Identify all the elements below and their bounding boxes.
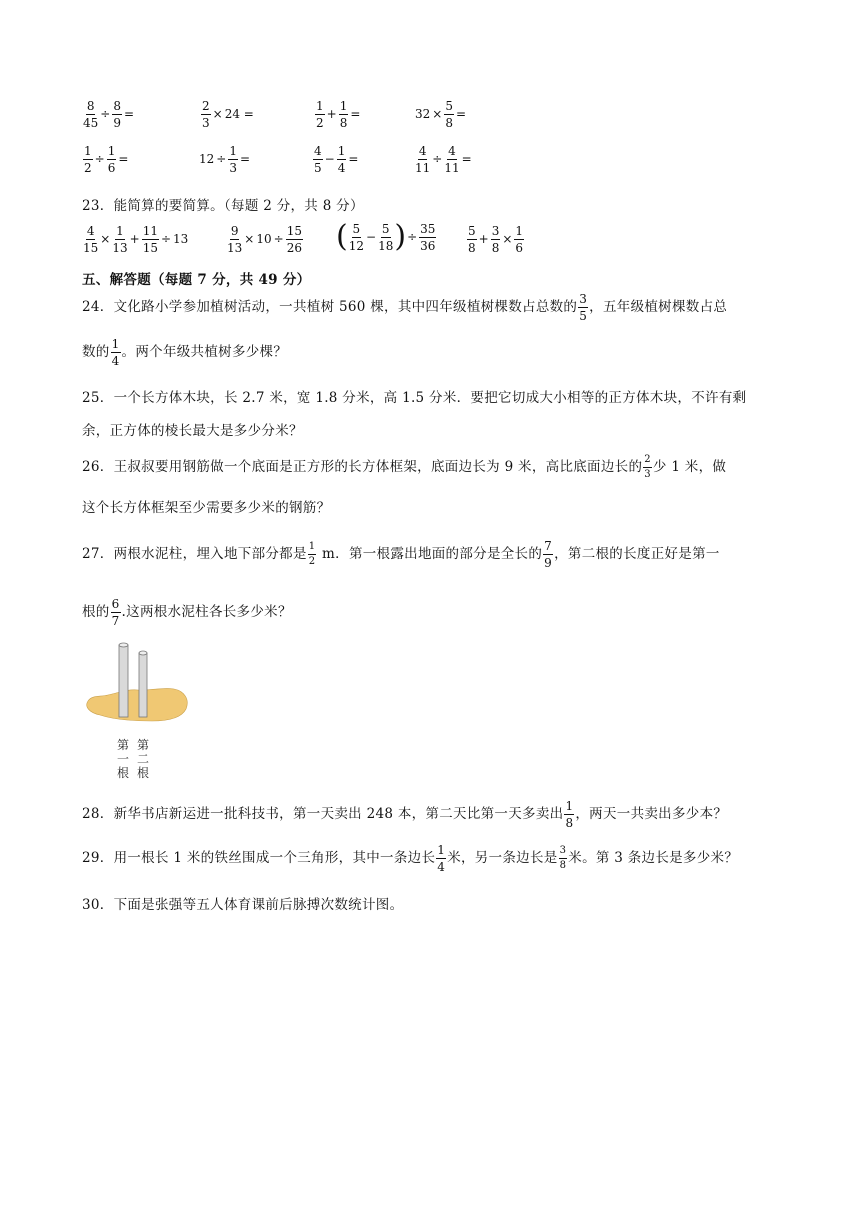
- pillar-1: [119, 643, 128, 717]
- simp-expr-2: $\frac{9}{13}$ × 10 ÷ $\frac{15}{26}$: [227, 224, 302, 255]
- question-26-line1: 26．王叔叔要用钢筋做一个底面是正方形的长方体框架，底面边长为 9 米，高比底面边长的 $\frac{2}{3}$ 少 1 米，做: [82, 454, 727, 480]
- fraction: $\frac{5}{8}$: [445, 99, 453, 130]
- question-29: 29．用一根长 1 米的铁丝围成一个三角形，其中一条边长 $\frac{1}{4}$ 米，另一条边长是 $\frac{3}{8}$ 米。第 3 条边长是多少米？: [82, 843, 739, 874]
- fraction: $\frac{1}{8}$: [339, 99, 348, 130]
- section-heading: 五、解答题（每题 7 分，共 49 分）: [82, 272, 311, 288]
- question-27-line1: 27．两根水泥柱，埋入地下部分都是 $\frac{1}{2}$ m．第一根露出地面的部分是全长的 $\frac{7}{9}$ ，第二根的长度正好是第一: [82, 539, 720, 570]
- question-26-line2: 这个长方体框架至少需要多少米的钢筋？: [82, 500, 331, 516]
- calc-r1-c1: $\frac{8}{45}$ ÷ $\frac{8}{9}$ =: [83, 99, 135, 130]
- fraction: $\frac{1}{6}$: [107, 144, 116, 175]
- calc-r1-c2: $\frac{2}{3}$ × 24 =: [202, 99, 254, 130]
- fraction: $\frac{1}{2}$: [84, 144, 92, 175]
- fraction: $\frac{1}{4}$: [337, 144, 346, 175]
- fraction: $\frac{8}{45}$: [83, 99, 99, 130]
- fraction: $\frac{4}{5}$: [314, 144, 322, 175]
- fraction: $\frac{4}{11}$: [415, 144, 431, 175]
- calc-r2-c3: $\frac{4}{5}$ − $\frac{1}{4}$ =: [314, 144, 359, 175]
- calc-r2-c2: 12 ÷ $\frac{1}{3}$ =: [199, 144, 251, 175]
- question-23: 23．能简算的要简算。（每题 2 分，共 8 分）: [82, 198, 364, 214]
- calc-r2-c4: $\frac{4}{11}$ ÷ $\frac{4}{11}$ =: [415, 144, 472, 175]
- fraction: $\frac{1}{2}$: [316, 99, 324, 130]
- simp-expr-4: $\frac{5}{8}$ + $\frac{3}{8}$ × $\frac{1}{6}$: [468, 224, 524, 255]
- question-28: 28．新华书店新运进一批科技书，第一天卖出 248 本，第二天比第一天多卖出 $\frac{1}{8}$ ，两天一共卖出多少本？: [82, 799, 728, 830]
- pillar-1-label: 第 一 根: [116, 738, 129, 780]
- question-24-line1: 24．文化路小学参加植树活动，一共植树 560 棵，其中四年级植树棵数占总数的 $\frac{3}{5}$ ，五年级植树棵数占总: [82, 292, 728, 323]
- ground-shape: [87, 688, 188, 721]
- simp-expr-1: $\frac{4}{15}$ × $\frac{1}{13}$ + $\frac{11}{15}$ ÷ 13: [83, 224, 189, 255]
- question-24-line2: 数的 $\frac{1}{4}$ 。两个年级共植树多少棵？: [82, 337, 288, 368]
- fraction: $\frac{1}{3}$: [229, 144, 237, 175]
- calc-r1-c4: 32 × $\frac{5}{8}$ =: [415, 99, 467, 130]
- pillar-2: [139, 651, 147, 717]
- fraction: $\frac{4}{11}$: [444, 144, 460, 175]
- question-25-line2: 余，正方体的棱长最大是多少分米？: [82, 423, 303, 439]
- simp-expr-3: ( $\frac{5}{12}$ − $\frac{5}{18}$ )÷ $\frac{35}{36}$: [336, 219, 436, 254]
- fraction: $\frac{8}{9}$: [113, 99, 121, 130]
- question-30: 30．下面是张强等五人体育课前后脉搏次数统计图。: [82, 897, 404, 913]
- pillar-2-label: 第 二 根: [136, 738, 149, 780]
- question-25-line1: 25．一个长方体木块，长 2.7 米，宽 1.8 分米，高 1.5 分米．要把它切成大小相等的正方体木块，不许有剩: [82, 390, 747, 406]
- calc-r1-c3: $\frac{1}{2}$ + $\frac{1}{8}$ =: [316, 99, 361, 130]
- question-27-line2: 根的 $\frac{6}{7}$ .这两根水泥柱各长多少米？: [82, 597, 292, 628]
- fraction: $\frac{2}{3}$: [202, 99, 210, 130]
- calc-r2-c1: $\frac{1}{2}$ ÷ $\frac{1}{6}$ =: [84, 144, 129, 175]
